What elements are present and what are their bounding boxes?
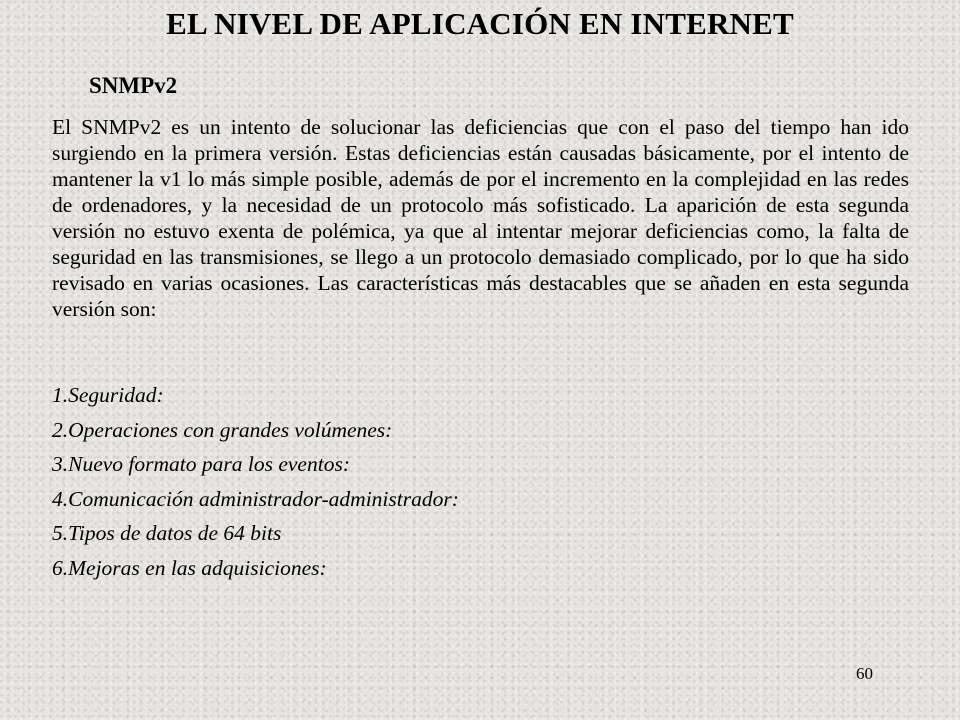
list-item: 4.Comunicación administrador-administrador: [52,486,459,511]
section-heading: SNMPv2 [89,73,178,98]
list-item: 3.Nuevo formato para los eventos: [52,452,350,476]
page-number: 60 [856,664,873,683]
list-item: 5.Tipos de datos de 64 bits [52,521,282,545]
list-item: 2.Operaciones con grandes volúmenes: [52,417,393,442]
body-paragraph: El SNMPv2 es un intento de solucionar las deficiencias que con el paso del tiempo han ido surgiendo en la primera versión. Estas deficiencias están causadas básicamente, por el intento de mantener la v1 lo más simple posible, además de por el incremento en la complejidad en las redes de ordenadores, y la necesidad de un protocolo más sofisticado. La aparición de esta segunda versión no estuvo exenta de polémica, ya que al intentar mejorar deficiencias como, la falta de seguridad en las transmisiones, se llego a un protocolo demasiado complicado, por lo que ha sido revisado en varias ocasiones. Las características más destacables que se añaden en esta segunda versión son: [52,115,909,321]
page-title: EL NIVEL DE APLICACIÓN EN INTERNET [166,6,794,41]
feature-list [52,382,872,589]
list-item: 1.Seguridad: [52,383,164,407]
list-item: 6.Mejoras en las adquisiciones: [52,555,327,580]
